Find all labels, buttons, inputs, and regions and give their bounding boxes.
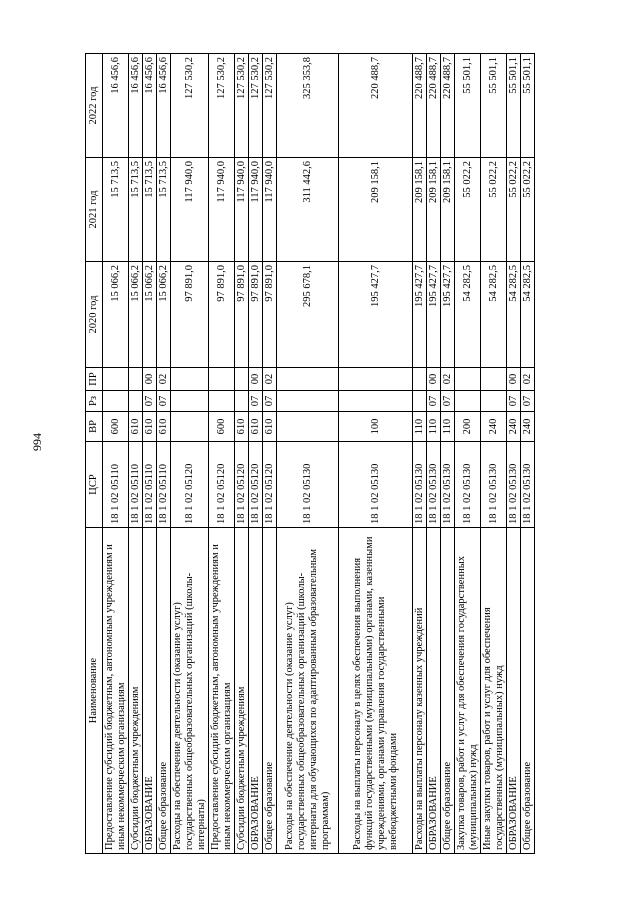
cell-name: Предоставление субсидий бюджетным, автономным учреждениям и иным некоммерческим организациям <box>209 528 235 854</box>
cell-rz: 07 <box>157 391 171 412</box>
cell-y2021: 15 713,5 <box>129 158 143 262</box>
cell-pr <box>339 368 413 391</box>
cell-vr: 610 <box>263 412 277 442</box>
table-row <box>235 54 249 854</box>
cell-name: ОБРАЗОВАНИЕ <box>507 528 521 854</box>
table-row <box>129 54 143 854</box>
cell-y2021: 55 022,2 <box>521 158 535 262</box>
cell-vr: 240 <box>481 412 507 442</box>
cell-y2020: 195 427,7 <box>441 262 455 368</box>
cell-name: ОБРАЗОВАНИЕ <box>249 528 263 854</box>
cell-y2020: 195 427,7 <box>339 262 413 368</box>
page-number: 994 <box>30 433 44 451</box>
header-2022: 2022 год <box>86 54 103 158</box>
cell-rz <box>339 391 413 412</box>
table-row <box>277 54 339 854</box>
cell-pr: 00 <box>143 368 157 391</box>
table-body <box>103 54 535 854</box>
cell-y2022: 16 456,6 <box>143 54 157 158</box>
cell-vr: 600 <box>103 412 129 442</box>
table-row <box>521 54 535 854</box>
cell-csr: 18 1 02 05120 <box>235 442 249 528</box>
cell-rz: 07 <box>427 391 441 412</box>
header-2021: 2021 год <box>86 158 103 262</box>
cell-y2020: 97 891,0 <box>249 262 263 368</box>
cell-y2022: 127 530,2 <box>209 54 235 158</box>
cell-csr: 18 1 02 05130 <box>441 442 455 528</box>
cell-vr: 610 <box>249 412 263 442</box>
cell-y2020: 15 066,2 <box>143 262 157 368</box>
cell-vr: 110 <box>413 412 427 442</box>
cell-pr: 00 <box>507 368 521 391</box>
cell-pr: 00 <box>427 368 441 391</box>
cell-y2022: 220 488,7 <box>339 54 413 158</box>
cell-rz: 07 <box>521 391 535 412</box>
cell-csr: 18 1 02 05110 <box>143 442 157 528</box>
cell-y2022: 127 530,2 <box>235 54 249 158</box>
cell-y2020: 15 066,2 <box>103 262 129 368</box>
cell-pr <box>481 368 507 391</box>
cell-y2022: 55 501,1 <box>481 54 507 158</box>
cell-csr: 18 1 02 05130 <box>277 442 339 528</box>
cell-name: Общее образование <box>263 528 277 854</box>
cell-y2021: 55 022,2 <box>455 158 481 262</box>
cell-name: ОБРАЗОВАНИЕ <box>143 528 157 854</box>
cell-vr: 100 <box>339 412 413 442</box>
cell-name: Общее образование <box>441 528 455 854</box>
table-row <box>143 54 157 854</box>
cell-y2022: 16 456,6 <box>103 54 129 158</box>
cell-rz <box>455 391 481 412</box>
table-row <box>427 54 441 854</box>
cell-y2021: 117 940,0 <box>171 158 209 262</box>
cell-vr: 610 <box>235 412 249 442</box>
cell-pr <box>129 368 143 391</box>
cell-y2021: 117 940,0 <box>249 158 263 262</box>
cell-name: Расходы на обеспечение деятельности (оказание услуг) государственных общеобразовательных организаций (школы-интернаты для обучающихся по адаптированным образовательным программам) <box>277 528 339 854</box>
cell-rz: 07 <box>249 391 263 412</box>
cell-rz <box>413 391 427 412</box>
cell-name: Общее образование <box>521 528 535 854</box>
cell-vr: 610 <box>143 412 157 442</box>
cell-pr <box>455 368 481 391</box>
table-row <box>339 54 413 854</box>
cell-rz <box>129 391 143 412</box>
cell-y2021: 117 940,0 <box>263 158 277 262</box>
cell-name: Предоставление субсидий бюджетным, автономным учреждениям и иным некоммерческим организациям <box>103 528 129 854</box>
cell-y2022: 127 530,2 <box>171 54 209 158</box>
cell-y2022: 127 530,2 <box>263 54 277 158</box>
cell-vr <box>171 412 209 442</box>
cell-csr: 18 1 02 05130 <box>427 442 441 528</box>
cell-y2021: 117 940,0 <box>209 158 235 262</box>
table-row <box>249 54 263 854</box>
cell-csr: 18 1 02 05130 <box>339 442 413 528</box>
cell-y2021: 209 158,1 <box>441 158 455 262</box>
cell-csr: 18 1 02 05130 <box>481 442 507 528</box>
table-row <box>157 54 171 854</box>
cell-y2022: 220 488,7 <box>441 54 455 158</box>
cell-name: Расходы на обеспечение деятельности (оказание услуг) государственных общеобразовательных организаций (школы-интернаты) <box>171 528 209 854</box>
table-header-row <box>86 54 103 854</box>
cell-vr: 110 <box>427 412 441 442</box>
cell-y2020: 54 282,5 <box>521 262 535 368</box>
cell-y2022: 16 456,6 <box>157 54 171 158</box>
cell-csr: 18 1 02 05130 <box>507 442 521 528</box>
cell-y2022: 127 530,2 <box>249 54 263 158</box>
cell-pr: 00 <box>249 368 263 391</box>
cell-vr: 240 <box>521 412 535 442</box>
cell-y2021: 209 158,1 <box>427 158 441 262</box>
cell-pr <box>235 368 249 391</box>
cell-name: Расходы на выплаты персоналу в целях обеспечения выполнения функций государственными (муниципальными) органами, казенными учреждениями, органами управления государственными внебюджетными фондами <box>339 528 413 854</box>
cell-vr: 610 <box>157 412 171 442</box>
cell-vr: 110 <box>441 412 455 442</box>
table-row <box>263 54 277 854</box>
cell-y2020: 54 282,5 <box>455 262 481 368</box>
cell-pr <box>171 368 209 391</box>
cell-name: Закупка товаров, работ и услуг для обеспечения государственных (муниципальных) нужд <box>455 528 481 854</box>
cell-y2020: 97 891,0 <box>263 262 277 368</box>
cell-y2022: 55 501,1 <box>455 54 481 158</box>
cell-y2021: 15 713,5 <box>143 158 157 262</box>
header-rz: Рз <box>86 391 103 412</box>
cell-y2022: 16 456,6 <box>129 54 143 158</box>
cell-y2020: 97 891,0 <box>209 262 235 368</box>
cell-name: Субсидии бюджетным учреждениям <box>129 528 143 854</box>
cell-vr: 610 <box>129 412 143 442</box>
cell-rz <box>277 391 339 412</box>
budget-table-container <box>85 54 580 854</box>
cell-csr: 18 1 02 05120 <box>249 442 263 528</box>
cell-y2021: 15 713,5 <box>103 158 129 262</box>
cell-y2022: 325 353,8 <box>277 54 339 158</box>
cell-rz <box>209 391 235 412</box>
header-csr: ЦСР <box>86 442 103 528</box>
cell-csr: 18 1 02 05120 <box>171 442 209 528</box>
cell-csr: 18 1 02 05110 <box>157 442 171 528</box>
cell-pr <box>413 368 427 391</box>
table-row <box>507 54 521 854</box>
cell-rz: 07 <box>263 391 277 412</box>
cell-pr: 02 <box>521 368 535 391</box>
cell-y2021: 55 022,2 <box>481 158 507 262</box>
header-2020: 2020 год <box>86 262 103 368</box>
cell-y2021: 117 940,0 <box>235 158 249 262</box>
header-vr: ВР <box>86 412 103 442</box>
cell-y2020: 195 427,7 <box>427 262 441 368</box>
cell-y2021: 209 158,1 <box>413 158 427 262</box>
cell-y2020: 15 066,2 <box>129 262 143 368</box>
cell-y2021: 15 713,5 <box>157 158 171 262</box>
cell-rz <box>171 391 209 412</box>
table-row <box>413 54 427 854</box>
header-name: Наименование <box>86 528 103 854</box>
cell-name: Иные закупки товаров, работ и услуг для обеспечения государственных (муниципальных) нужд <box>481 528 507 854</box>
cell-rz: 07 <box>507 391 521 412</box>
cell-name: Расходы на выплаты персоналу казенных учреждений <box>413 528 427 854</box>
cell-pr: 02 <box>441 368 455 391</box>
cell-csr: 18 1 02 05110 <box>103 442 129 528</box>
cell-y2021: 209 158,1 <box>339 158 413 262</box>
table-row <box>171 54 209 854</box>
cell-y2020: 54 282,5 <box>507 262 521 368</box>
cell-y2020: 54 282,5 <box>481 262 507 368</box>
cell-y2022: 55 501,1 <box>521 54 535 158</box>
cell-pr <box>277 368 339 391</box>
cell-csr: 18 1 02 05120 <box>209 442 235 528</box>
cell-vr: 240 <box>507 412 521 442</box>
table-row <box>103 54 129 854</box>
cell-csr: 18 1 02 05130 <box>413 442 427 528</box>
cell-vr: 600 <box>209 412 235 442</box>
cell-name: Общее образование <box>157 528 171 854</box>
cell-y2021: 311 442,6 <box>277 158 339 262</box>
cell-y2022: 220 488,7 <box>413 54 427 158</box>
cell-csr: 18 1 02 05120 <box>263 442 277 528</box>
budget-table <box>85 53 535 854</box>
cell-rz: 07 <box>143 391 157 412</box>
cell-csr: 18 1 02 05110 <box>129 442 143 528</box>
cell-name: ОБРАЗОВАНИЕ <box>427 528 441 854</box>
cell-y2020: 15 066,2 <box>157 262 171 368</box>
cell-y2020: 195 427,7 <box>413 262 427 368</box>
cell-y2020: 295 678,1 <box>277 262 339 368</box>
cell-pr: 02 <box>157 368 171 391</box>
cell-csr: 18 1 02 05130 <box>521 442 535 528</box>
cell-csr: 18 1 02 05130 <box>455 442 481 528</box>
cell-rz <box>235 391 249 412</box>
cell-rz <box>481 391 507 412</box>
cell-vr: 200 <box>455 412 481 442</box>
table-row <box>441 54 455 854</box>
cell-y2020: 97 891,0 <box>235 262 249 368</box>
cell-pr <box>103 368 129 391</box>
cell-rz: 07 <box>441 391 455 412</box>
table-row <box>455 54 481 854</box>
cell-y2020: 97 891,0 <box>171 262 209 368</box>
header-pr: ПР <box>86 368 103 391</box>
cell-name: Субсидии бюджетным учреждениям <box>235 528 249 854</box>
cell-vr <box>277 412 339 442</box>
cell-rz <box>103 391 129 412</box>
cell-y2022: 55 501,1 <box>507 54 521 158</box>
cell-y2022: 220 488,7 <box>427 54 441 158</box>
cell-pr <box>209 368 235 391</box>
cell-pr: 02 <box>263 368 277 391</box>
cell-y2021: 55 022,2 <box>507 158 521 262</box>
table-row <box>481 54 507 854</box>
table-row <box>209 54 235 854</box>
